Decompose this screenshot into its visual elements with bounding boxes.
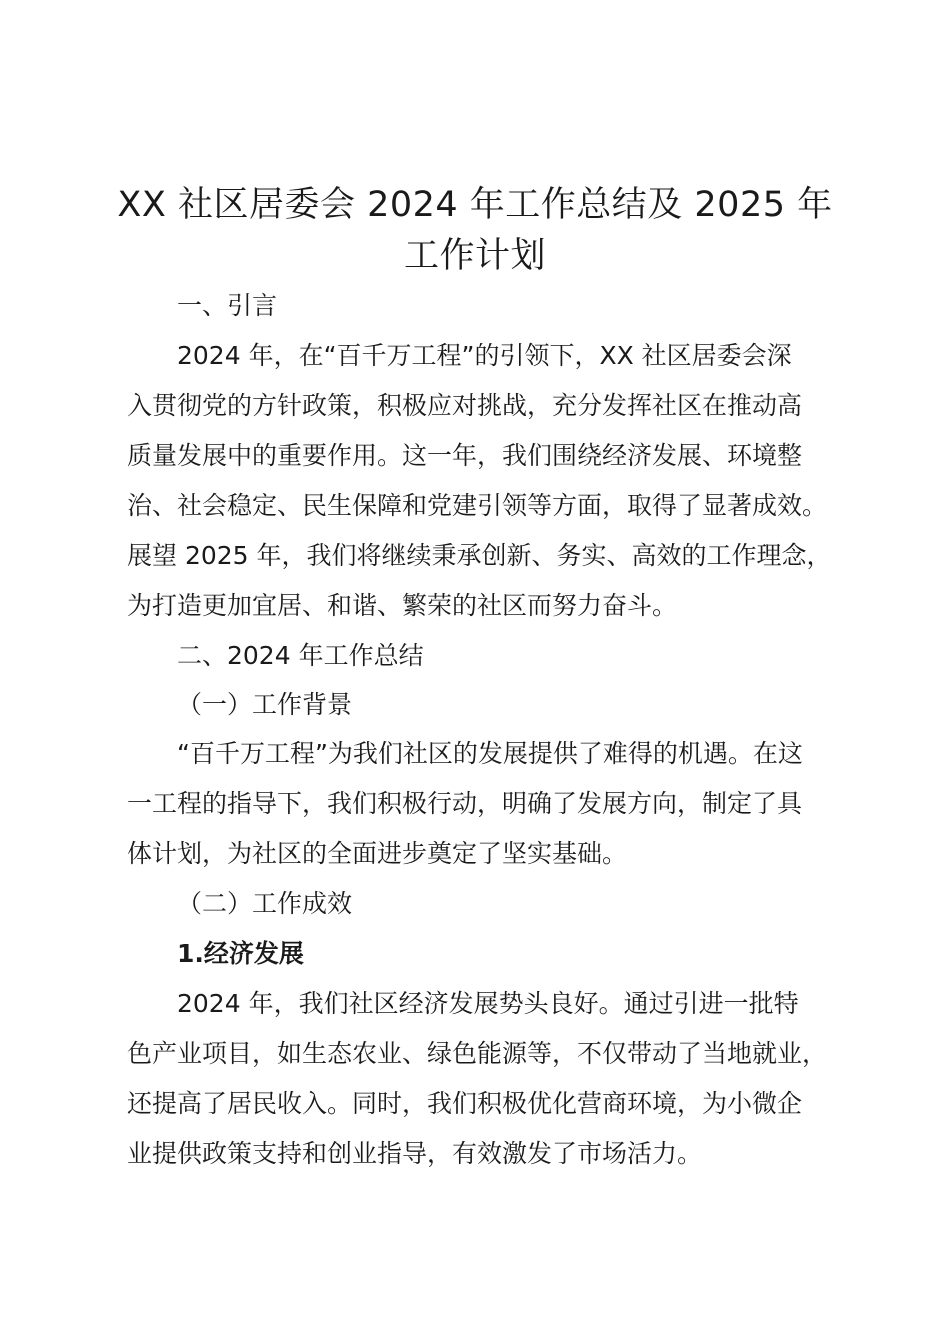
paragraph-line: 展望 2025 年，我们将继续秉承创新、务实、高效的工作理念， — [127, 541, 832, 570]
paragraph-line: 2024 年，我们社区经济发展势头良好。通过引进一批特 — [177, 989, 799, 1018]
section-heading-summary: 二、2024 年工作总结 — [177, 641, 424, 670]
paragraph-line: 为打造更加宜居、和谐、繁荣的社区而努力奋斗。 — [127, 591, 678, 620]
subsection-heading-background: （一）工作背景 — [177, 690, 353, 719]
item-heading-economy: 1.经济发展 — [177, 939, 304, 968]
paragraph-line: 一工程的指导下，我们积极行动，明确了发展方向，制定了具 — [127, 789, 803, 818]
paragraph-line: 治、社会稳定、民生保障和党建引领等方面，取得了显著成效。 — [127, 491, 828, 520]
paragraph-line: 还提高了居民收入。同时，我们积极优化营商环境，为小微企 — [127, 1089, 803, 1118]
paragraph-line: 入贯彻党的方针政策，积极应对挑战，充分发挥社区在推动高 — [127, 391, 803, 420]
section-heading-introduction: 一、引言 — [177, 291, 278, 320]
document-title-line-2: 工作计划 — [403, 236, 546, 276]
paragraph-line: 业提供政策支持和创业指导，有效激发了市场活力。 — [127, 1139, 703, 1168]
subsection-heading-results: （二）工作成效 — [177, 889, 353, 918]
paragraph-line: 2024 年，在“百千万工程”的引领下，XX 社区居委会深 — [177, 341, 792, 370]
paragraph-line: 质量发展中的重要作用。这一年，我们围绕经济发展、环境整 — [127, 441, 803, 470]
paragraph-line: 色产业项目，如生态农业、绿色能源等，不仅带动了当地就业， — [127, 1039, 828, 1068]
paragraph-line: “百千万工程”为我们社区的发展提供了难得的机遇。在这 — [177, 739, 803, 768]
paragraph-line: 体计划，为社区的全面进步奠定了坚实基础。 — [127, 839, 628, 868]
document-title-line-1: XX 社区居委会 2024 年工作总结及 2025 年 — [117, 185, 833, 225]
